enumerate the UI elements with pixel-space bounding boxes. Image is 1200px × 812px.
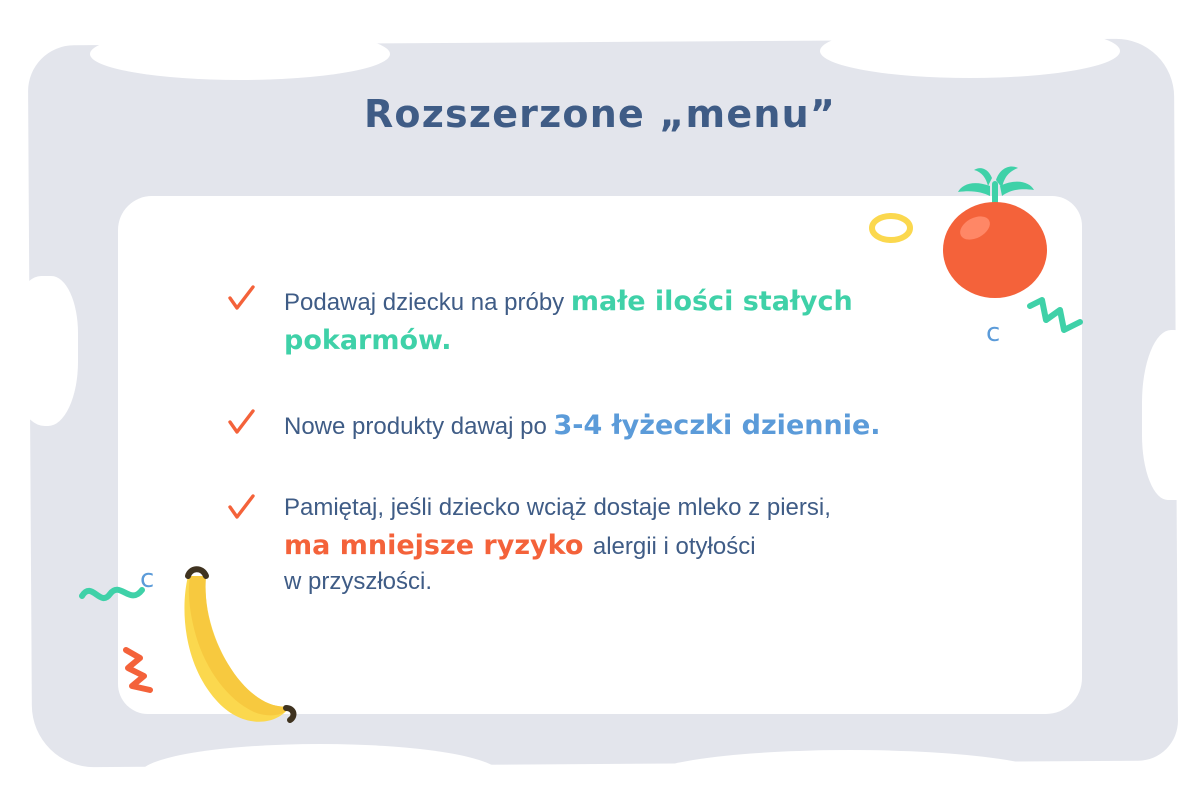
red-squiggle-doodle bbox=[120, 644, 172, 701]
blob-notch-bottom-right bbox=[640, 750, 1060, 810]
text-mixed-line-2 bbox=[284, 526, 1026, 565]
blob-notch-top-right bbox=[820, 24, 1120, 78]
text-plain: Podawaj dziecku na próby bbox=[284, 289, 571, 316]
blob-notch-top-left bbox=[90, 28, 390, 80]
check-icon bbox=[226, 284, 256, 314]
text-highlight-green: małe ilości stałych pokarmów. bbox=[284, 286, 853, 357]
blob-notch-right bbox=[1142, 330, 1200, 500]
text-plain-line-3: w przyszłości. bbox=[284, 568, 433, 596]
text-plain-line-1: Pamiętaj, jeśli dziecko wciąż dostaje mleko z piersi, bbox=[284, 494, 831, 522]
list-item bbox=[226, 282, 1026, 360]
list-item-text bbox=[284, 282, 1026, 360]
blob-notch-left bbox=[8, 276, 78, 426]
text-highlight-orange: ma mniejsze ryzyko bbox=[284, 530, 593, 562]
text-highlight-blue: 3-4 łyżeczki dziennie. bbox=[553, 410, 881, 442]
tips-list bbox=[226, 282, 1026, 646]
yellow-ring-doodle bbox=[868, 210, 914, 251]
blob-notch-bottom-left bbox=[140, 744, 500, 804]
list-item bbox=[226, 406, 1026, 445]
page-title: Rozszerzone „menu” bbox=[363, 92, 837, 136]
blue-c-doodle-right: c bbox=[986, 318, 1001, 348]
list-item bbox=[226, 491, 1026, 600]
blue-c-doodle-left: c bbox=[140, 564, 155, 594]
list-item-text bbox=[284, 491, 1026, 600]
check-icon bbox=[226, 408, 256, 438]
list-item-text bbox=[284, 406, 1026, 445]
text-plain: Nowe produkty dawaj po bbox=[284, 413, 554, 441]
teal-squiggle-left-doodle bbox=[78, 578, 148, 617]
check-icon bbox=[226, 493, 256, 523]
teal-squiggle-right-doodle bbox=[1026, 296, 1086, 343]
text-plain: alergii i otyłości bbox=[592, 533, 756, 561]
